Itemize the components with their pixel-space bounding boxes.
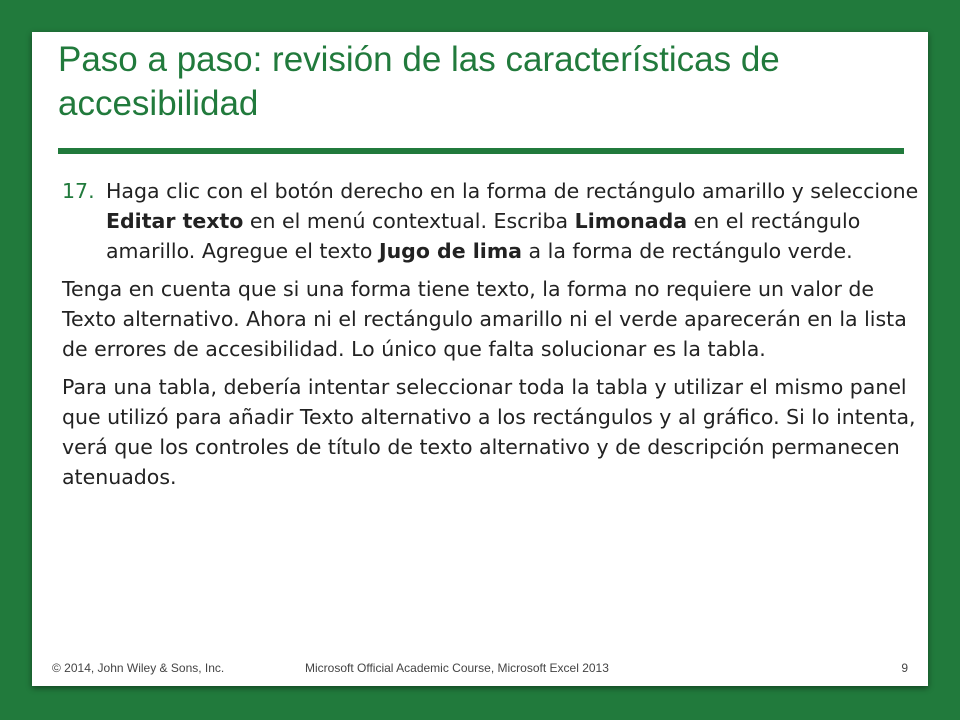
- body-paragraph: Para una tabla, debería intentar seleccionar toda la tabla y utilizar el mismo panel que utilizó para añadir Texto alternativo a los rectángulos y al gráfico. Si lo intenta, verá que los controles de título de texto alternativo y de descripción permanecen atenuados.: [62, 375, 916, 489]
- step-text-part: a la forma de rectángulo verde.: [522, 239, 853, 263]
- title-divider: [58, 148, 904, 154]
- step-text-part: en el rectángulo amarillo. Agregue el texto: [106, 209, 861, 263]
- footer-copyright: © 2014, John Wiley & Sons, Inc.: [52, 661, 225, 675]
- step-text-part: en el menú contextual. Escriba: [243, 209, 575, 233]
- step-number: 17.: [62, 179, 95, 203]
- slide-body: [62, 176, 920, 500]
- numbered-step: [62, 176, 920, 266]
- slide: [32, 32, 928, 686]
- body-paragraph: Tenga en cuenta que si una forma tiene texto, la forma no requiere un valor de Texto alternativo. Ahora ni el rectángulo amarillo ni el verde aparecerán en la lista de errores de accesibilidad. Lo único que falta solucionar es la tabla.: [62, 277, 907, 361]
- footer-course-title: Microsoft Official Academic Course, Microsoft Excel 2013: [305, 661, 609, 675]
- step-text: [106, 176, 920, 266]
- slide-title: Paso a paso: revisión de las características de accesibilidad: [58, 40, 780, 123]
- step-bold-editar-texto: Editar texto: [106, 209, 244, 233]
- step-bold-jugo-de-lima: Jugo de lima: [378, 239, 523, 263]
- step-text-part: Haga clic con el botón derecho en la forma de rectángulo amarillo y seleccione: [106, 179, 919, 203]
- page-number: 9: [901, 661, 908, 675]
- step-bold-limonada: Limonada: [574, 209, 688, 233]
